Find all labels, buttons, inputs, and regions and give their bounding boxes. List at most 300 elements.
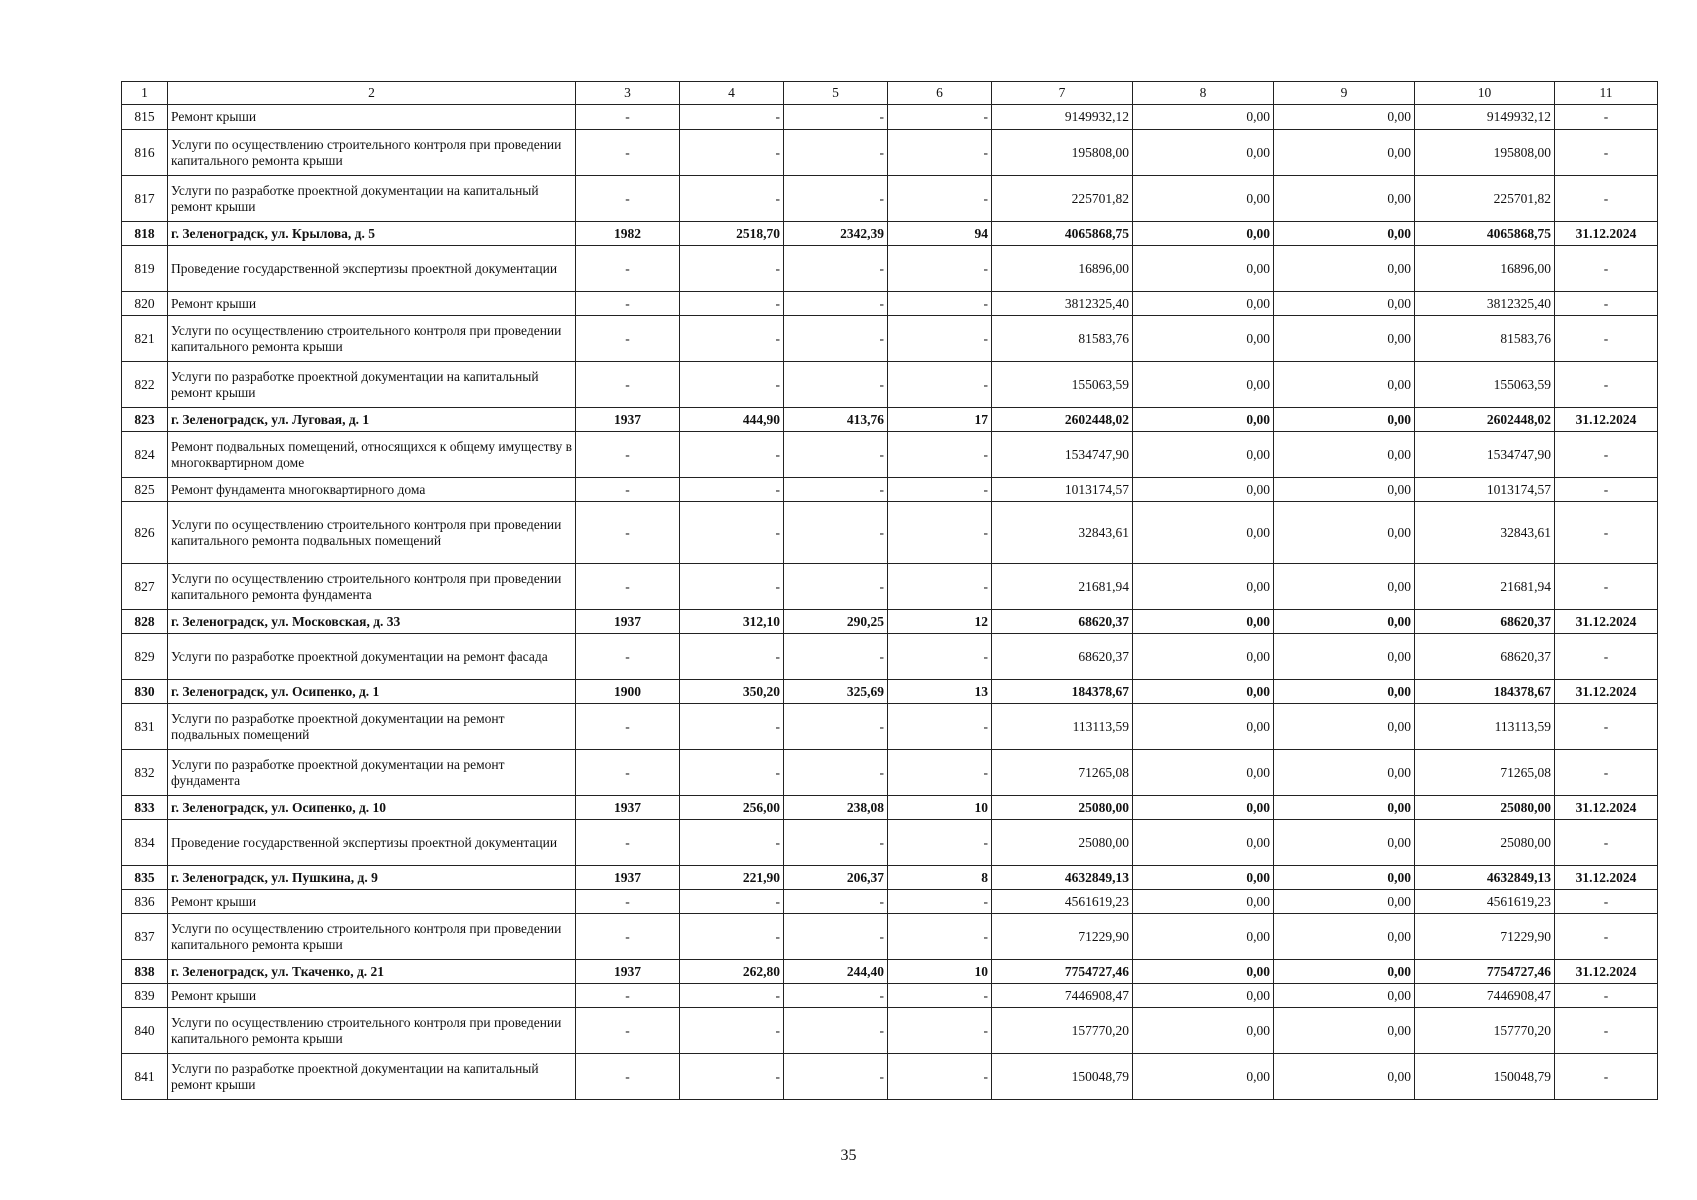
row-number-cell: 833 bbox=[122, 796, 168, 820]
area-total-cell: 2518,70 bbox=[680, 222, 784, 246]
col10-cell: 4632849,13 bbox=[1415, 866, 1555, 890]
col8-cell: 0,00 bbox=[1133, 960, 1274, 984]
area-living-cell: 206,37 bbox=[784, 866, 888, 890]
deadline-cell: - bbox=[1555, 292, 1658, 316]
col9-cell: 0,00 bbox=[1274, 130, 1415, 176]
table-row bbox=[122, 960, 1658, 984]
residents-cell: - bbox=[888, 634, 992, 680]
description-cell: г. Зеленоградск, ул. Крылова, д. 5 bbox=[168, 222, 576, 246]
page-number: 35 bbox=[840, 1147, 857, 1164]
year-cell: - bbox=[576, 820, 680, 866]
col10-cell: 32843,61 bbox=[1415, 502, 1555, 564]
area-total-cell: - bbox=[680, 478, 784, 502]
area-living-cell: 244,40 bbox=[784, 960, 888, 984]
col8-cell: 0,00 bbox=[1133, 820, 1274, 866]
year-cell: - bbox=[576, 564, 680, 610]
area-living-cell: 2342,39 bbox=[784, 222, 888, 246]
year-cell: - bbox=[576, 914, 680, 960]
residents-cell: 94 bbox=[888, 222, 992, 246]
area-living-cell: 290,25 bbox=[784, 610, 888, 634]
header-cell: 3 bbox=[576, 82, 680, 105]
description-cell: Услуги по осуществлению строительного контроля при проведении капитального ремонта фундамента bbox=[168, 564, 576, 610]
area-living-cell: 238,08 bbox=[784, 796, 888, 820]
area-living-cell: - bbox=[784, 564, 888, 610]
area-total-cell: - bbox=[680, 362, 784, 408]
description-cell: г. Зеленоградск, ул. Осипенко, д. 1 bbox=[168, 680, 576, 704]
col8-cell: 0,00 bbox=[1133, 222, 1274, 246]
deadline-cell: 31.12.2024 bbox=[1555, 610, 1658, 634]
col10-cell: 25080,00 bbox=[1415, 820, 1555, 866]
description-cell: Ремонт подвальных помещений, относящихся к общему имуществу в многоквартирном доме bbox=[168, 432, 576, 478]
residents-cell: - bbox=[888, 984, 992, 1008]
year-cell: 1937 bbox=[576, 610, 680, 634]
residents-cell: - bbox=[888, 1054, 992, 1100]
col8-cell: 0,00 bbox=[1133, 564, 1274, 610]
col8-cell: 0,00 bbox=[1133, 704, 1274, 750]
col10-cell: 81583,76 bbox=[1415, 316, 1555, 362]
residents-cell: - bbox=[888, 176, 992, 222]
deadline-cell: - bbox=[1555, 362, 1658, 408]
area-living-cell: - bbox=[784, 1008, 888, 1054]
deadline-cell: 31.12.2024 bbox=[1555, 796, 1658, 820]
total-cost-cell: 71265,08 bbox=[992, 750, 1133, 796]
row-number-cell: 823 bbox=[122, 408, 168, 432]
header-cell: 10 bbox=[1415, 82, 1555, 105]
area-total-cell: 312,10 bbox=[680, 610, 784, 634]
col9-cell: 0,00 bbox=[1274, 820, 1415, 866]
col10-cell: 113113,59 bbox=[1415, 704, 1555, 750]
row-number-cell: 828 bbox=[122, 610, 168, 634]
total-cost-cell: 150048,79 bbox=[992, 1054, 1133, 1100]
deadline-cell: - bbox=[1555, 176, 1658, 222]
table-row bbox=[122, 796, 1658, 820]
deadline-cell: 31.12.2024 bbox=[1555, 222, 1658, 246]
col9-cell: 0,00 bbox=[1274, 222, 1415, 246]
total-cost-cell: 113113,59 bbox=[992, 704, 1133, 750]
col8-cell: 0,00 bbox=[1133, 796, 1274, 820]
area-total-cell: - bbox=[680, 246, 784, 292]
col9-cell: 0,00 bbox=[1274, 680, 1415, 704]
col9-cell: 0,00 bbox=[1274, 176, 1415, 222]
row-number-cell: 818 bbox=[122, 222, 168, 246]
area-living-cell: - bbox=[784, 750, 888, 796]
deadline-cell: - bbox=[1555, 1008, 1658, 1054]
year-cell: - bbox=[576, 246, 680, 292]
description-cell: Ремонт крыши bbox=[168, 105, 576, 130]
year-cell: 1982 bbox=[576, 222, 680, 246]
residents-cell: - bbox=[888, 564, 992, 610]
header-cell: 2 bbox=[168, 82, 576, 105]
residents-cell: - bbox=[888, 914, 992, 960]
col8-cell: 0,00 bbox=[1133, 176, 1274, 222]
area-total-cell: 256,00 bbox=[680, 796, 784, 820]
table-body bbox=[122, 82, 1658, 1100]
col9-cell: 0,00 bbox=[1274, 316, 1415, 362]
area-living-cell: - bbox=[784, 914, 888, 960]
deadline-cell: - bbox=[1555, 704, 1658, 750]
area-living-cell: - bbox=[784, 890, 888, 914]
table-row bbox=[122, 750, 1658, 796]
total-cost-cell: 195808,00 bbox=[992, 130, 1133, 176]
residents-cell: - bbox=[888, 1008, 992, 1054]
residents-cell: 13 bbox=[888, 680, 992, 704]
area-living-cell: - bbox=[784, 362, 888, 408]
description-cell: Услуги по осуществлению строительного контроля при проведении капитального ремонта крыши bbox=[168, 316, 576, 362]
col10-cell: 71265,08 bbox=[1415, 750, 1555, 796]
col9-cell: 0,00 bbox=[1274, 478, 1415, 502]
col8-cell: 0,00 bbox=[1133, 1054, 1274, 1100]
table-row bbox=[122, 610, 1658, 634]
col9-cell: 0,00 bbox=[1274, 292, 1415, 316]
area-living-cell: - bbox=[784, 246, 888, 292]
year-cell: 1937 bbox=[576, 866, 680, 890]
description-cell: Проведение государственной экспертизы проектной документации bbox=[168, 246, 576, 292]
year-cell: 1900 bbox=[576, 680, 680, 704]
row-number-cell: 815 bbox=[122, 105, 168, 130]
col8-cell: 0,00 bbox=[1133, 130, 1274, 176]
table-row bbox=[122, 222, 1658, 246]
residents-cell: 12 bbox=[888, 610, 992, 634]
area-total-cell: - bbox=[680, 316, 784, 362]
area-total-cell: - bbox=[680, 130, 784, 176]
year-cell: 1937 bbox=[576, 796, 680, 820]
col8-cell: 0,00 bbox=[1133, 292, 1274, 316]
row-number-cell: 834 bbox=[122, 820, 168, 866]
residents-cell: 10 bbox=[888, 960, 992, 984]
row-number-cell: 837 bbox=[122, 914, 168, 960]
col8-cell: 0,00 bbox=[1133, 680, 1274, 704]
row-number-cell: 824 bbox=[122, 432, 168, 478]
col9-cell: 0,00 bbox=[1274, 1054, 1415, 1100]
area-living-cell: - bbox=[784, 478, 888, 502]
row-number-cell: 827 bbox=[122, 564, 168, 610]
residents-cell: - bbox=[888, 130, 992, 176]
year-cell: - bbox=[576, 105, 680, 130]
col9-cell: 0,00 bbox=[1274, 362, 1415, 408]
year-cell: - bbox=[576, 1054, 680, 1100]
total-cost-cell: 4561619,23 bbox=[992, 890, 1133, 914]
area-total-cell: - bbox=[680, 292, 784, 316]
description-cell: Услуги по разработке проектной документации на капитальный ремонт крыши bbox=[168, 176, 576, 222]
description-cell: Услуги по разработке проектной документации на ремонт подвальных помещений bbox=[168, 704, 576, 750]
year-cell: - bbox=[576, 362, 680, 408]
year-cell: 1937 bbox=[576, 408, 680, 432]
col10-cell: 9149932,12 bbox=[1415, 105, 1555, 130]
area-total-cell: 444,90 bbox=[680, 408, 784, 432]
year-cell: - bbox=[576, 502, 680, 564]
area-living-cell: - bbox=[784, 634, 888, 680]
description-cell: Проведение государственной экспертизы проектной документации bbox=[168, 820, 576, 866]
year-cell: - bbox=[576, 478, 680, 502]
table-row bbox=[122, 408, 1658, 432]
col10-cell: 68620,37 bbox=[1415, 634, 1555, 680]
col10-cell: 157770,20 bbox=[1415, 1008, 1555, 1054]
col9-cell: 0,00 bbox=[1274, 408, 1415, 432]
description-cell: г. Зеленоградск, ул. Московская, д. 33 bbox=[168, 610, 576, 634]
area-living-cell: - bbox=[784, 432, 888, 478]
header-cell: 4 bbox=[680, 82, 784, 105]
deadline-cell: - bbox=[1555, 130, 1658, 176]
col9-cell: 0,00 bbox=[1274, 105, 1415, 130]
deadline-cell: - bbox=[1555, 478, 1658, 502]
year-cell: - bbox=[576, 890, 680, 914]
col10-cell: 150048,79 bbox=[1415, 1054, 1555, 1100]
total-cost-cell: 4065868,75 bbox=[992, 222, 1133, 246]
deadline-cell: - bbox=[1555, 502, 1658, 564]
area-total-cell: - bbox=[680, 105, 784, 130]
residents-cell: 10 bbox=[888, 796, 992, 820]
table-row bbox=[122, 105, 1658, 130]
col10-cell: 21681,94 bbox=[1415, 564, 1555, 610]
area-living-cell: 325,69 bbox=[784, 680, 888, 704]
total-cost-cell: 7446908,47 bbox=[992, 984, 1133, 1008]
year-cell: - bbox=[576, 176, 680, 222]
table-row bbox=[122, 890, 1658, 914]
col9-cell: 0,00 bbox=[1274, 914, 1415, 960]
col9-cell: 0,00 bbox=[1274, 634, 1415, 680]
residents-cell: - bbox=[888, 432, 992, 478]
description-cell: Услуги по разработке проектной документации на ремонт фундамента bbox=[168, 750, 576, 796]
area-total-cell: - bbox=[680, 634, 784, 680]
header-cell: 11 bbox=[1555, 82, 1658, 105]
col10-cell: 7446908,47 bbox=[1415, 984, 1555, 1008]
total-cost-cell: 68620,37 bbox=[992, 610, 1133, 634]
col10-cell: 4561619,23 bbox=[1415, 890, 1555, 914]
col9-cell: 0,00 bbox=[1274, 432, 1415, 478]
area-living-cell: - bbox=[784, 176, 888, 222]
total-cost-cell: 1013174,57 bbox=[992, 478, 1133, 502]
year-cell: - bbox=[576, 130, 680, 176]
col10-cell: 184378,67 bbox=[1415, 680, 1555, 704]
col8-cell: 0,00 bbox=[1133, 610, 1274, 634]
deadline-cell: - bbox=[1555, 984, 1658, 1008]
row-number-cell: 832 bbox=[122, 750, 168, 796]
deadline-cell: 31.12.2024 bbox=[1555, 960, 1658, 984]
area-living-cell: - bbox=[784, 704, 888, 750]
col9-cell: 0,00 bbox=[1274, 704, 1415, 750]
col9-cell: 0,00 bbox=[1274, 1008, 1415, 1054]
deadline-cell: 31.12.2024 bbox=[1555, 680, 1658, 704]
col8-cell: 0,00 bbox=[1133, 1008, 1274, 1054]
area-living-cell: - bbox=[784, 984, 888, 1008]
total-cost-cell: 7754727,46 bbox=[992, 960, 1133, 984]
col8-cell: 0,00 bbox=[1133, 914, 1274, 960]
header-cell: 7 bbox=[992, 82, 1133, 105]
col8-cell: 0,00 bbox=[1133, 984, 1274, 1008]
deadline-cell: - bbox=[1555, 914, 1658, 960]
col8-cell: 0,00 bbox=[1133, 362, 1274, 408]
description-cell: Ремонт крыши bbox=[168, 984, 576, 1008]
total-cost-cell: 157770,20 bbox=[992, 1008, 1133, 1054]
residents-cell: - bbox=[888, 316, 992, 362]
col8-cell: 0,00 bbox=[1133, 316, 1274, 362]
description-cell: Услуги по осуществлению строительного контроля при проведении капитального ремонта крыши bbox=[168, 1008, 576, 1054]
area-total-cell: - bbox=[680, 984, 784, 1008]
area-total-cell: - bbox=[680, 176, 784, 222]
residents-cell: - bbox=[888, 292, 992, 316]
col10-cell: 2602448,02 bbox=[1415, 408, 1555, 432]
col10-cell: 3812325,40 bbox=[1415, 292, 1555, 316]
header-cell: 8 bbox=[1133, 82, 1274, 105]
col8-cell: 0,00 bbox=[1133, 866, 1274, 890]
area-living-cell: - bbox=[784, 1054, 888, 1100]
residents-cell: - bbox=[888, 478, 992, 502]
col10-cell: 4065868,75 bbox=[1415, 222, 1555, 246]
row-number-cell: 821 bbox=[122, 316, 168, 362]
row-number-cell: 838 bbox=[122, 960, 168, 984]
col8-cell: 0,00 bbox=[1133, 502, 1274, 564]
col10-cell: 7754727,46 bbox=[1415, 960, 1555, 984]
col9-cell: 0,00 bbox=[1274, 984, 1415, 1008]
residents-cell: - bbox=[888, 820, 992, 866]
area-total-cell: - bbox=[680, 704, 784, 750]
deadline-cell: - bbox=[1555, 634, 1658, 680]
area-living-cell: - bbox=[784, 130, 888, 176]
header-cell: 6 bbox=[888, 82, 992, 105]
row-number-cell: 825 bbox=[122, 478, 168, 502]
total-cost-cell: 3812325,40 bbox=[992, 292, 1133, 316]
total-cost-cell: 2602448,02 bbox=[992, 408, 1133, 432]
total-cost-cell: 68620,37 bbox=[992, 634, 1133, 680]
col10-cell: 71229,90 bbox=[1415, 914, 1555, 960]
area-total-cell: - bbox=[680, 432, 784, 478]
row-number-cell: 835 bbox=[122, 866, 168, 890]
description-cell: Услуги по разработке проектной документации на капитальный ремонт крыши bbox=[168, 1054, 576, 1100]
table-row bbox=[122, 704, 1658, 750]
row-number-cell: 841 bbox=[122, 1054, 168, 1100]
total-cost-cell: 16896,00 bbox=[992, 246, 1133, 292]
residents-cell: 8 bbox=[888, 866, 992, 890]
total-cost-cell: 4632849,13 bbox=[992, 866, 1133, 890]
year-cell: - bbox=[576, 1008, 680, 1054]
year-cell: - bbox=[576, 432, 680, 478]
col8-cell: 0,00 bbox=[1133, 750, 1274, 796]
table-row bbox=[122, 914, 1658, 960]
residents-cell: - bbox=[888, 105, 992, 130]
description-cell: Ремонт крыши bbox=[168, 890, 576, 914]
area-living-cell: 413,76 bbox=[784, 408, 888, 432]
deadline-cell: 31.12.2024 bbox=[1555, 866, 1658, 890]
col9-cell: 0,00 bbox=[1274, 564, 1415, 610]
area-total-cell: 262,80 bbox=[680, 960, 784, 984]
total-cost-cell: 32843,61 bbox=[992, 502, 1133, 564]
header-cell: 1 bbox=[122, 82, 168, 105]
col10-cell: 16896,00 bbox=[1415, 246, 1555, 292]
table-row bbox=[122, 432, 1658, 478]
area-total-cell: 350,20 bbox=[680, 680, 784, 704]
table-row bbox=[122, 292, 1658, 316]
col10-cell: 155063,59 bbox=[1415, 362, 1555, 408]
table-header-row bbox=[122, 82, 1658, 105]
area-living-cell: - bbox=[784, 292, 888, 316]
table-row bbox=[122, 564, 1658, 610]
residents-cell: - bbox=[888, 750, 992, 796]
description-cell: г. Зеленоградск, ул. Осипенко, д. 10 bbox=[168, 796, 576, 820]
table-row bbox=[122, 176, 1658, 222]
deadline-cell: - bbox=[1555, 890, 1658, 914]
row-number-cell: 819 bbox=[122, 246, 168, 292]
description-cell: Услуги по осуществлению строительного контроля при проведении капитального ремонта крыши bbox=[168, 914, 576, 960]
table-row bbox=[122, 984, 1658, 1008]
deadline-cell: - bbox=[1555, 750, 1658, 796]
deadline-cell: - bbox=[1555, 564, 1658, 610]
col8-cell: 0,00 bbox=[1133, 432, 1274, 478]
table-row bbox=[122, 1054, 1658, 1100]
table-row bbox=[122, 634, 1658, 680]
col8-cell: 0,00 bbox=[1133, 246, 1274, 292]
area-living-cell: - bbox=[784, 502, 888, 564]
description-cell: Услуги по разработке проектной документации на ремонт фасада bbox=[168, 634, 576, 680]
header-cell: 9 bbox=[1274, 82, 1415, 105]
residents-cell: - bbox=[888, 362, 992, 408]
row-number-cell: 839 bbox=[122, 984, 168, 1008]
table-row bbox=[122, 820, 1658, 866]
row-number-cell: 840 bbox=[122, 1008, 168, 1054]
description-cell: Услуги по разработке проектной документации на капитальный ремонт крыши bbox=[168, 362, 576, 408]
residents-cell: - bbox=[888, 502, 992, 564]
data-table bbox=[121, 81, 1658, 1100]
header-cell: 5 bbox=[784, 82, 888, 105]
row-number-cell: 816 bbox=[122, 130, 168, 176]
col8-cell: 0,00 bbox=[1133, 890, 1274, 914]
year-cell: - bbox=[576, 750, 680, 796]
table-row bbox=[122, 1008, 1658, 1054]
table-row bbox=[122, 502, 1658, 564]
description-cell: Ремонт фундамента многоквартирного дома bbox=[168, 478, 576, 502]
area-total-cell: - bbox=[680, 564, 784, 610]
col10-cell: 1534747,90 bbox=[1415, 432, 1555, 478]
area-total-cell: - bbox=[680, 502, 784, 564]
residents-cell: 17 bbox=[888, 408, 992, 432]
total-cost-cell: 25080,00 bbox=[992, 820, 1133, 866]
col9-cell: 0,00 bbox=[1274, 750, 1415, 796]
table-row bbox=[122, 130, 1658, 176]
col9-cell: 0,00 bbox=[1274, 502, 1415, 564]
area-total-cell: - bbox=[680, 890, 784, 914]
col9-cell: 0,00 bbox=[1274, 890, 1415, 914]
description-cell: г. Зеленоградск, ул. Ткаченко, д. 21 bbox=[168, 960, 576, 984]
col10-cell: 25080,00 bbox=[1415, 796, 1555, 820]
col8-cell: 0,00 bbox=[1133, 105, 1274, 130]
row-number-cell: 826 bbox=[122, 502, 168, 564]
total-cost-cell: 184378,67 bbox=[992, 680, 1133, 704]
year-cell: 1937 bbox=[576, 960, 680, 984]
col9-cell: 0,00 bbox=[1274, 796, 1415, 820]
col10-cell: 225701,82 bbox=[1415, 176, 1555, 222]
table-row bbox=[122, 680, 1658, 704]
col8-cell: 0,00 bbox=[1133, 478, 1274, 502]
deadline-cell: 31.12.2024 bbox=[1555, 408, 1658, 432]
row-number-cell: 830 bbox=[122, 680, 168, 704]
col10-cell: 1013174,57 bbox=[1415, 478, 1555, 502]
residents-cell: - bbox=[888, 704, 992, 750]
total-cost-cell: 71229,90 bbox=[992, 914, 1133, 960]
deadline-cell: - bbox=[1555, 105, 1658, 130]
area-total-cell: - bbox=[680, 750, 784, 796]
total-cost-cell: 1534747,90 bbox=[992, 432, 1133, 478]
col10-cell: 195808,00 bbox=[1415, 130, 1555, 176]
row-number-cell: 822 bbox=[122, 362, 168, 408]
total-cost-cell: 81583,76 bbox=[992, 316, 1133, 362]
col8-cell: 0,00 bbox=[1133, 408, 1274, 432]
deadline-cell: - bbox=[1555, 316, 1658, 362]
deadline-cell: - bbox=[1555, 246, 1658, 292]
description-cell: Услуги по осуществлению строительного контроля при проведении капитального ремонта крыши bbox=[168, 130, 576, 176]
table-row bbox=[122, 246, 1658, 292]
table-row bbox=[122, 316, 1658, 362]
row-number-cell: 820 bbox=[122, 292, 168, 316]
col9-cell: 0,00 bbox=[1274, 246, 1415, 292]
